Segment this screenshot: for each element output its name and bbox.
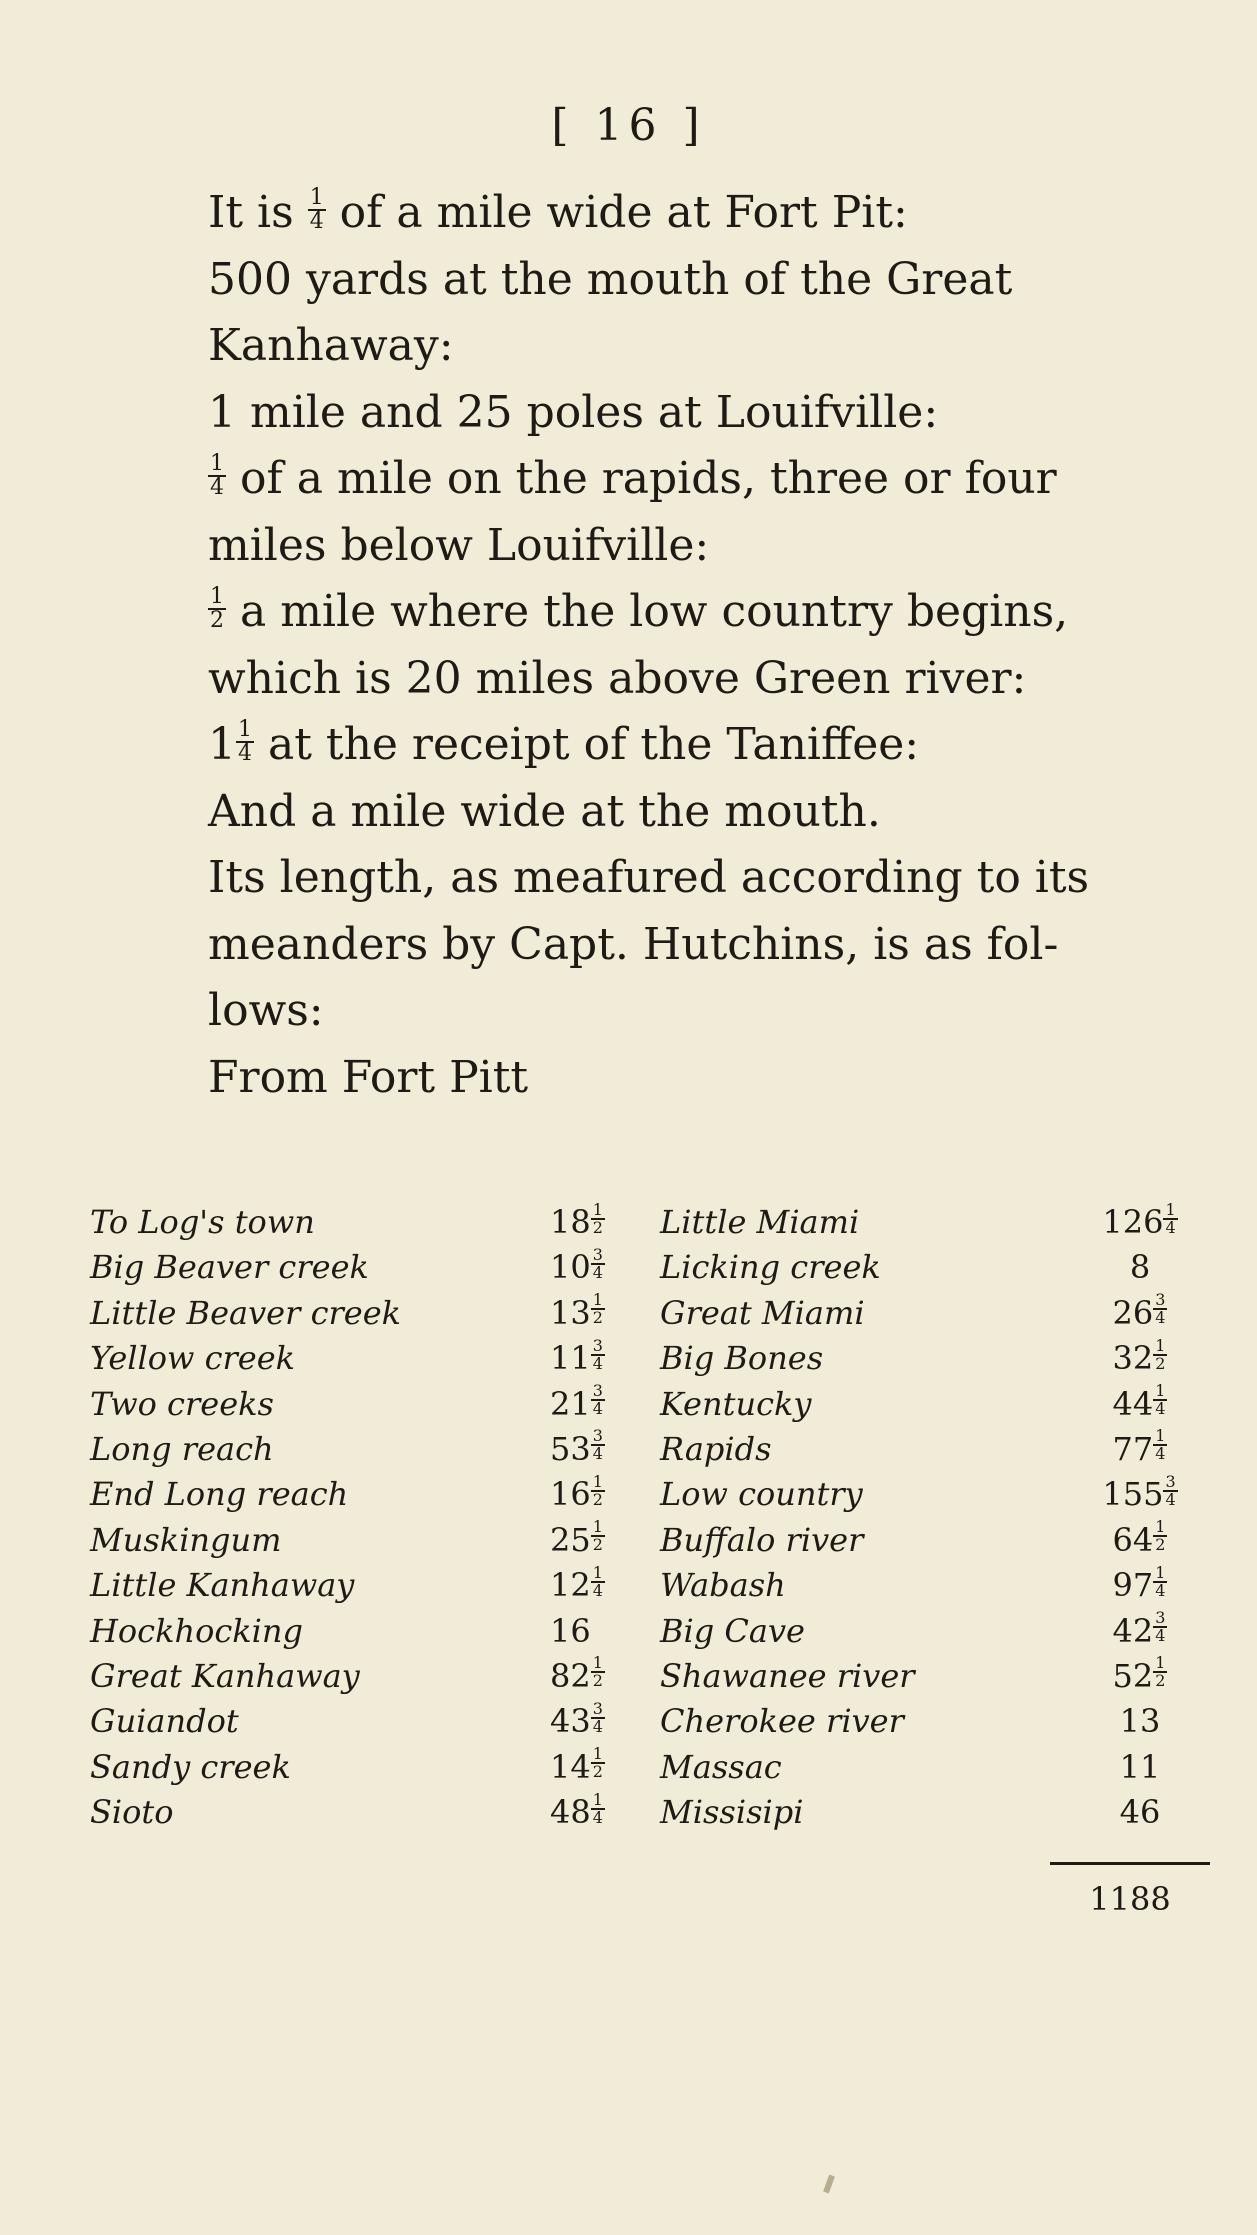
- text-line: 500 yards at the mouth of the Great: [208, 253, 1013, 305]
- place-name: Great Kanhaway: [90, 1656, 360, 1695]
- distance-value: 42 $\frac{3}{4}$: [1112, 1608, 1166, 1650]
- place-name: Shawanee river: [660, 1656, 915, 1695]
- place-name: Muskingum: [90, 1520, 282, 1559]
- total-rule: [1050, 1862, 1210, 1865]
- place-name: End Long reach: [90, 1475, 349, 1514]
- table-row: [90, 1200, 1200, 1245]
- fraction: $\frac{3}{4}$: [1155, 1608, 1166, 1646]
- page-number-header: [ 16 ]: [551, 100, 706, 151]
- place-name: Big Bones: [660, 1339, 824, 1378]
- distance-value: 26 $\frac{3}{4}$: [1112, 1290, 1166, 1332]
- fraction: $\frac{1}{4}$: [1155, 1562, 1166, 1600]
- table-row: [90, 1654, 1200, 1699]
- fraction: $\frac{3}{4}$: [1155, 1290, 1166, 1328]
- distance-value: 64 $\frac{1}{2}$: [1112, 1517, 1166, 1559]
- place-name: Little Beaver creek: [90, 1293, 402, 1332]
- place-name: Missisipi: [660, 1793, 804, 1832]
- distance-value: 16 $\frac{1}{2}$: [550, 1471, 603, 1514]
- fraction: $\frac{3}{4}$: [592, 1381, 603, 1419]
- distance-value: 10 $\frac{3}{4}$: [550, 1244, 603, 1287]
- distance-value: 32 $\frac{1}{2}$: [1112, 1335, 1166, 1378]
- total-distance: 1188: [1089, 1880, 1171, 1918]
- distance-value: 11: [1119, 1747, 1161, 1786]
- distance-value: 18 $\frac{1}{2}$: [550, 1199, 603, 1241]
- distance-value: 16: [550, 1611, 591, 1650]
- fraction: $\frac{1}{2}$: [592, 1199, 603, 1237]
- table-row: [90, 1790, 1200, 1835]
- place-name: To Log's town: [90, 1203, 315, 1241]
- distance-value: 53 $\frac{3}{4}$: [550, 1426, 603, 1468]
- text-line: $\frac{1}{2}$ a mile where the low country begins,: [210, 583, 1069, 637]
- fraction: $\frac{3}{4}$: [592, 1244, 603, 1282]
- place-name: Guiandot: [90, 1702, 239, 1741]
- text-line: which is 20 miles above Green river:: [208, 652, 1027, 704]
- table-row: [90, 1245, 1200, 1290]
- distance-value: 97 $\frac{1}{4}$: [1112, 1562, 1166, 1605]
- fraction: $\frac{1}{2}$: [1155, 1335, 1166, 1373]
- table-row: [90, 1427, 1200, 1472]
- place-name: Yellow creek: [90, 1339, 296, 1378]
- table-row: [90, 1609, 1200, 1654]
- table-row: [90, 1699, 1200, 1744]
- place-name: Wabash: [660, 1566, 786, 1605]
- text-line: $\frac{1}{4}$ of a mile on the rapids, three or four: [210, 450, 1057, 504]
- fraction: $\frac{1}{4}$: [1165, 1199, 1176, 1237]
- text-line: miles below Louifville:: [208, 519, 710, 571]
- table-row: [90, 1336, 1200, 1381]
- text-line: Kanhaway:: [208, 320, 454, 371]
- distance-value: 82 $\frac{1}{2}$: [550, 1653, 603, 1695]
- body-text: [208, 180, 1174, 1111]
- fraction: $\frac{3}{4}$: [592, 1426, 603, 1464]
- fraction: $\frac{1}{2}$: [210, 583, 224, 633]
- distance-value: 48 $\frac{1}{4}$: [550, 1789, 603, 1832]
- distance-value: 11 $\frac{3}{4}$: [550, 1335, 603, 1378]
- place-name: Cherokee river: [660, 1702, 904, 1741]
- fraction: $\frac{1}{4}$: [592, 1562, 603, 1600]
- distance-value: 14 $\frac{1}{2}$: [550, 1744, 603, 1786]
- distance-table: [90, 1200, 1200, 1835]
- distance-value: 52 $\frac{1}{2}$: [1112, 1653, 1166, 1695]
- place-name: Sandy creek: [90, 1747, 291, 1786]
- text-line: It is $\frac{1}{4}$ of a mile wide at Fort Pit:: [208, 184, 908, 238]
- distance-value: 21 $\frac{3}{4}$: [550, 1381, 603, 1423]
- fraction: $\frac{1}{4}$: [1155, 1381, 1166, 1419]
- place-name: Big Cave: [660, 1611, 805, 1650]
- place-name: Rapids: [660, 1429, 772, 1468]
- fraction: $\frac{1}{4}$: [592, 1789, 603, 1827]
- place-name: Massac: [660, 1747, 782, 1786]
- fraction: $\frac{1}{4}$: [309, 184, 324, 234]
- fraction: $\frac{3}{4}$: [592, 1698, 603, 1736]
- place-name: Buffalo river: [660, 1520, 864, 1559]
- table-row: [90, 1563, 1200, 1608]
- fraction: $\frac{1}{4}$: [1155, 1426, 1166, 1464]
- place-name: Big Beaver creek: [90, 1248, 369, 1287]
- fraction: $\frac{3}{4}$: [1165, 1471, 1176, 1509]
- fraction: $\frac{1}{4}$: [210, 450, 224, 500]
- fraction: $\frac{1}{2}$: [592, 1653, 603, 1691]
- place-name: Kentucky: [660, 1384, 812, 1423]
- table-row: [90, 1518, 1200, 1563]
- distance-value: 126 $\frac{1}{4}$: [1102, 1199, 1176, 1241]
- fraction: $\frac{1}{4}$: [238, 716, 252, 766]
- place-name: Licking creek: [660, 1248, 881, 1287]
- table-row: [90, 1382, 1200, 1427]
- place-name: Low country: [660, 1475, 863, 1514]
- fraction: $\frac{3}{4}$: [592, 1335, 603, 1373]
- place-name: Long reach: [90, 1429, 274, 1468]
- fraction: $\frac{1}{2}$: [1155, 1517, 1166, 1555]
- place-name: Two creeks: [90, 1384, 274, 1423]
- fraction: $\frac{1}{2}$: [592, 1290, 603, 1328]
- text-line: 1 $\frac{1}{4}$ at the receipt of the Taniffee:: [208, 716, 920, 770]
- place-name: Little Kanhaway: [90, 1566, 355, 1605]
- table-row: [90, 1745, 1200, 1790]
- distance-value: 43 $\frac{3}{4}$: [550, 1698, 603, 1741]
- distance-value: 46: [1119, 1793, 1161, 1832]
- distance-value: 12 $\frac{1}{4}$: [550, 1562, 603, 1605]
- place-name: Hockhocking: [90, 1611, 303, 1650]
- fraction: $\frac{1}{2}$: [1155, 1653, 1166, 1691]
- distance-value: 77 $\frac{1}{4}$: [1112, 1426, 1166, 1468]
- text-line: And a mile wide at the mouth.: [208, 785, 881, 837]
- text-line: meanders by Capt. Hutchins, is as fol-: [208, 918, 1059, 970]
- fraction: $\frac{1}{2}$: [592, 1471, 603, 1509]
- distance-value: 155 $\frac{3}{4}$: [1102, 1471, 1176, 1514]
- text-line: 1 mile and 25 poles at Louifville:: [208, 386, 939, 438]
- distance-value: 13: [1119, 1702, 1161, 1741]
- fraction: $\frac{1}{2}$: [592, 1744, 603, 1782]
- text-line: Its length, as meafured according to its: [208, 852, 1090, 903]
- distance-value: 44 $\frac{1}{4}$: [1112, 1381, 1166, 1423]
- place-name: Great Miami: [660, 1293, 865, 1332]
- table-row: [90, 1472, 1200, 1517]
- distance-value: 13 $\frac{1}{2}$: [550, 1290, 603, 1332]
- table-row: [90, 1291, 1200, 1336]
- place-name: Sioto: [90, 1793, 174, 1832]
- fraction: $\frac{1}{2}$: [592, 1517, 603, 1555]
- place-name: Little Miami: [660, 1203, 860, 1241]
- text-line: From Fort Pitt: [208, 1051, 529, 1103]
- distance-value: 8: [1129, 1248, 1151, 1287]
- distance-value: 25 $\frac{1}{2}$: [550, 1517, 603, 1559]
- text-line: lows:: [208, 985, 324, 1036]
- ink-mark: [823, 2175, 835, 2194]
